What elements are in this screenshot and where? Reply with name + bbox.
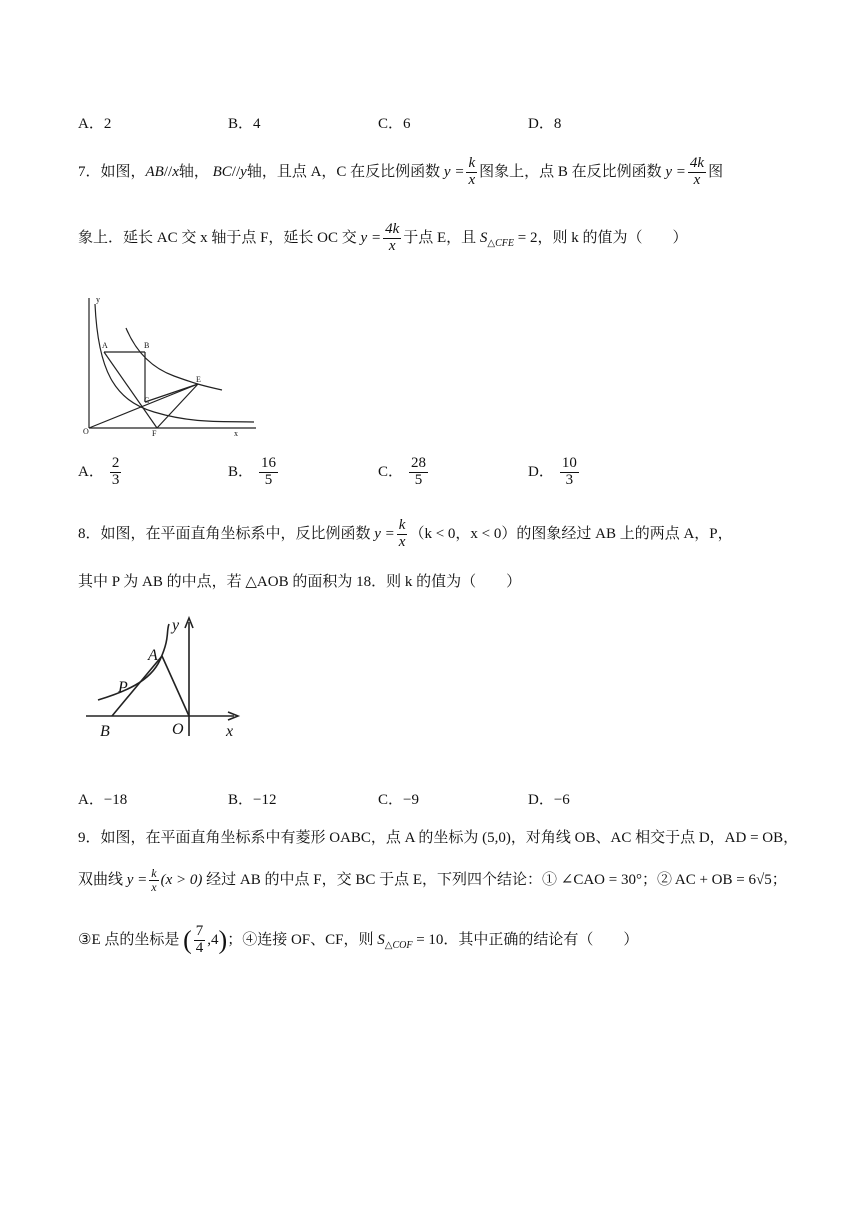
q7-option-b-num: 16: [261, 455, 277, 471]
q7-option-a[interactable]: [78, 456, 123, 489]
q8-label-x: x: [226, 723, 234, 740]
q7-func3-y: y =: [360, 230, 382, 246]
q7-func2-num: 4k: [689, 155, 705, 172]
q7-area-value: = 2: [517, 230, 538, 246]
q6-option-b[interactable]: B．4: [228, 116, 261, 132]
q8-func-num: k: [398, 517, 406, 534]
q7-func3-num: 4k: [385, 221, 400, 238]
q9-paren-close: ): [218, 925, 228, 955]
q7-option-d-num: 10: [561, 455, 577, 471]
q7-option-a-num: 2: [111, 455, 120, 471]
q7-option-c-fraction: [409, 456, 428, 489]
q8-figure: [84, 612, 244, 744]
q8-intro: 8．如图，在平面直角坐标系中，反比例函数: [78, 526, 371, 542]
q8-label-a: A: [148, 647, 158, 664]
q7-label-c: C: [144, 396, 150, 405]
q8-option-b[interactable]: B．−12: [228, 792, 277, 808]
q8-func-fraction: [397, 518, 408, 551]
q7-label-o: O: [83, 427, 89, 436]
q8-segment-ao: [162, 656, 189, 716]
q9-area-subscript: △COF: [384, 940, 413, 951]
q8-label-b: B: [100, 723, 110, 740]
q7-mid-text: 图象上，点 B 在反比例函数: [479, 164, 662, 180]
q9-func-den: x: [151, 880, 157, 895]
q7-func1-fraction: [466, 156, 477, 189]
q7-option-b[interactable]: [228, 456, 280, 489]
q9-func-num: k: [151, 866, 157, 881]
q7-option-c[interactable]: [378, 456, 430, 489]
q7-func1-num: k: [468, 155, 476, 172]
q7-option-c-label: C．: [378, 463, 404, 480]
q6-option-c[interactable]: C．6: [378, 116, 411, 132]
q8-curve: [98, 624, 169, 700]
q7-func2-y: y =: [665, 164, 686, 180]
q8-line-2: 其中 P 为 AB 的中点，若 △AOB 的面积为 18．则 k 的值为（ ）: [78, 574, 522, 590]
q9-coord-num: 7: [195, 923, 204, 940]
q7-option-d-label: D．: [528, 463, 554, 480]
q7-ab: AB: [145, 164, 164, 180]
q7-func2-den: x: [688, 172, 706, 189]
q7-label-f: F: [152, 429, 157, 438]
q7-func2-fraction: [688, 156, 706, 189]
q7-func3-den: x: [383, 238, 401, 255]
q7-parallel-1: //: [163, 164, 173, 180]
q7-option-b-fraction: [259, 456, 278, 489]
q7-label-y: y: [96, 295, 100, 304]
q8-line-1: [78, 512, 733, 556]
q8-func-y: y =: [374, 526, 395, 542]
q9-func-y: y =: [126, 872, 148, 888]
q9-line2-intro: 双曲线: [78, 872, 124, 888]
q7-curve-k: [95, 304, 254, 422]
q9-paren-open: (: [183, 925, 192, 955]
q7-option-a-label: A．: [78, 463, 104, 480]
q7-options: [78, 456, 678, 500]
q7-option-a-den: 3: [111, 471, 120, 488]
q7-func3-fraction: [383, 222, 401, 255]
q7-line-af: [104, 352, 157, 428]
q7-end-text: 图: [708, 164, 724, 180]
q7-line2-intro: 象上．延长 AC 交 x 轴于点 F，延长 OC 交: [78, 230, 357, 246]
q7-func1-den: x: [468, 172, 476, 189]
q7-option-d-den: 3: [560, 472, 579, 489]
q7-parallel-2: //: [231, 164, 241, 180]
q9-line-1: 9．如图，在平面直角坐标系中有菱形 OABC，点 A 的坐标为 (5,0)，对角线 OB、AC 相交于点 D，AD = OB，: [78, 830, 799, 846]
q9-line3-end: ．其中正确的结论有（ ）: [443, 932, 639, 948]
q7-func1-y: y =: [443, 164, 465, 180]
q9-line-2: [78, 862, 787, 898]
q8-option-a[interactable]: A．−18: [78, 792, 128, 808]
q7-option-d[interactable]: [528, 456, 581, 489]
q7-figure: [74, 290, 264, 442]
q7-label-b: B: [144, 341, 150, 350]
q7-label-x: x: [234, 429, 238, 438]
q7-axis-text-2: 轴，且点 A，C 在反比例函数: [246, 164, 441, 180]
q8-condition: （k < 0，x < 0）的图象经过 AB 上的两点 A，P，: [409, 526, 733, 542]
q8-func-den: x: [398, 534, 406, 551]
q9-coord-den: 4: [195, 940, 204, 957]
q9-area-value: = 10: [416, 932, 444, 948]
q9-line3-mid: ；④连接 OF、CF，则: [227, 932, 374, 948]
q7-curve-4k: [126, 328, 222, 390]
q9-func-condition: (x > 0): [160, 872, 203, 888]
q9-func-fraction: [149, 867, 158, 893]
q8-label-o: O: [172, 721, 184, 738]
q7-line2-mid: 于点 E，且: [403, 230, 477, 246]
q7-option-d-fraction: [560, 456, 579, 489]
q9-line2-rest: 经过 AB 的中点 F，交 BC 于点 E，下列四个结论：① ∠CAO = 30°；② AC + OB = 6√5；: [206, 872, 787, 888]
q7-x-axis: x: [172, 164, 179, 180]
q7-option-b-label: B．: [228, 463, 254, 480]
q9-line-3: [78, 918, 638, 962]
q6-option-d[interactable]: D．8: [528, 116, 562, 132]
q9-coord-fraction: [194, 924, 206, 957]
q7-option-c-den: 5: [409, 472, 428, 489]
q7-bc: BC: [212, 164, 232, 180]
q7-line-oe: [89, 384, 198, 428]
q6-option-a[interactable]: A．2: [78, 116, 112, 132]
q7-area-symbol: S: [479, 230, 488, 246]
q8-option-d[interactable]: D．−6: [528, 792, 570, 808]
q8-option-c[interactable]: C．−9: [378, 792, 419, 808]
q8-label-p: P: [118, 679, 128, 696]
q9-line3-intro: ③E 点的坐标是: [78, 932, 180, 948]
q7-y-axis: y: [240, 164, 247, 180]
q7-option-a-fraction: [110, 456, 122, 489]
q7-area-subscript: △CFE: [487, 238, 514, 249]
q9-coord-y: ,4: [207, 932, 219, 948]
q9-area-symbol: S: [377, 932, 385, 948]
q8-label-y: y: [172, 617, 180, 634]
q7-label-e: E: [196, 375, 201, 384]
q7-line-1: [78, 150, 723, 194]
q7-intro: 7．如图，: [78, 164, 146, 180]
q6-options: [78, 112, 678, 136]
q7-axis-text-1: 轴，: [178, 164, 209, 180]
q7-label-a: A: [102, 341, 108, 350]
q7-line-2: [78, 216, 687, 260]
q8-options: [78, 788, 678, 812]
q7-line2-end: ，则 k 的值为（ ）: [537, 230, 688, 246]
q7-option-c-num: 28: [411, 455, 427, 471]
q7-option-b-den: 5: [259, 472, 278, 489]
